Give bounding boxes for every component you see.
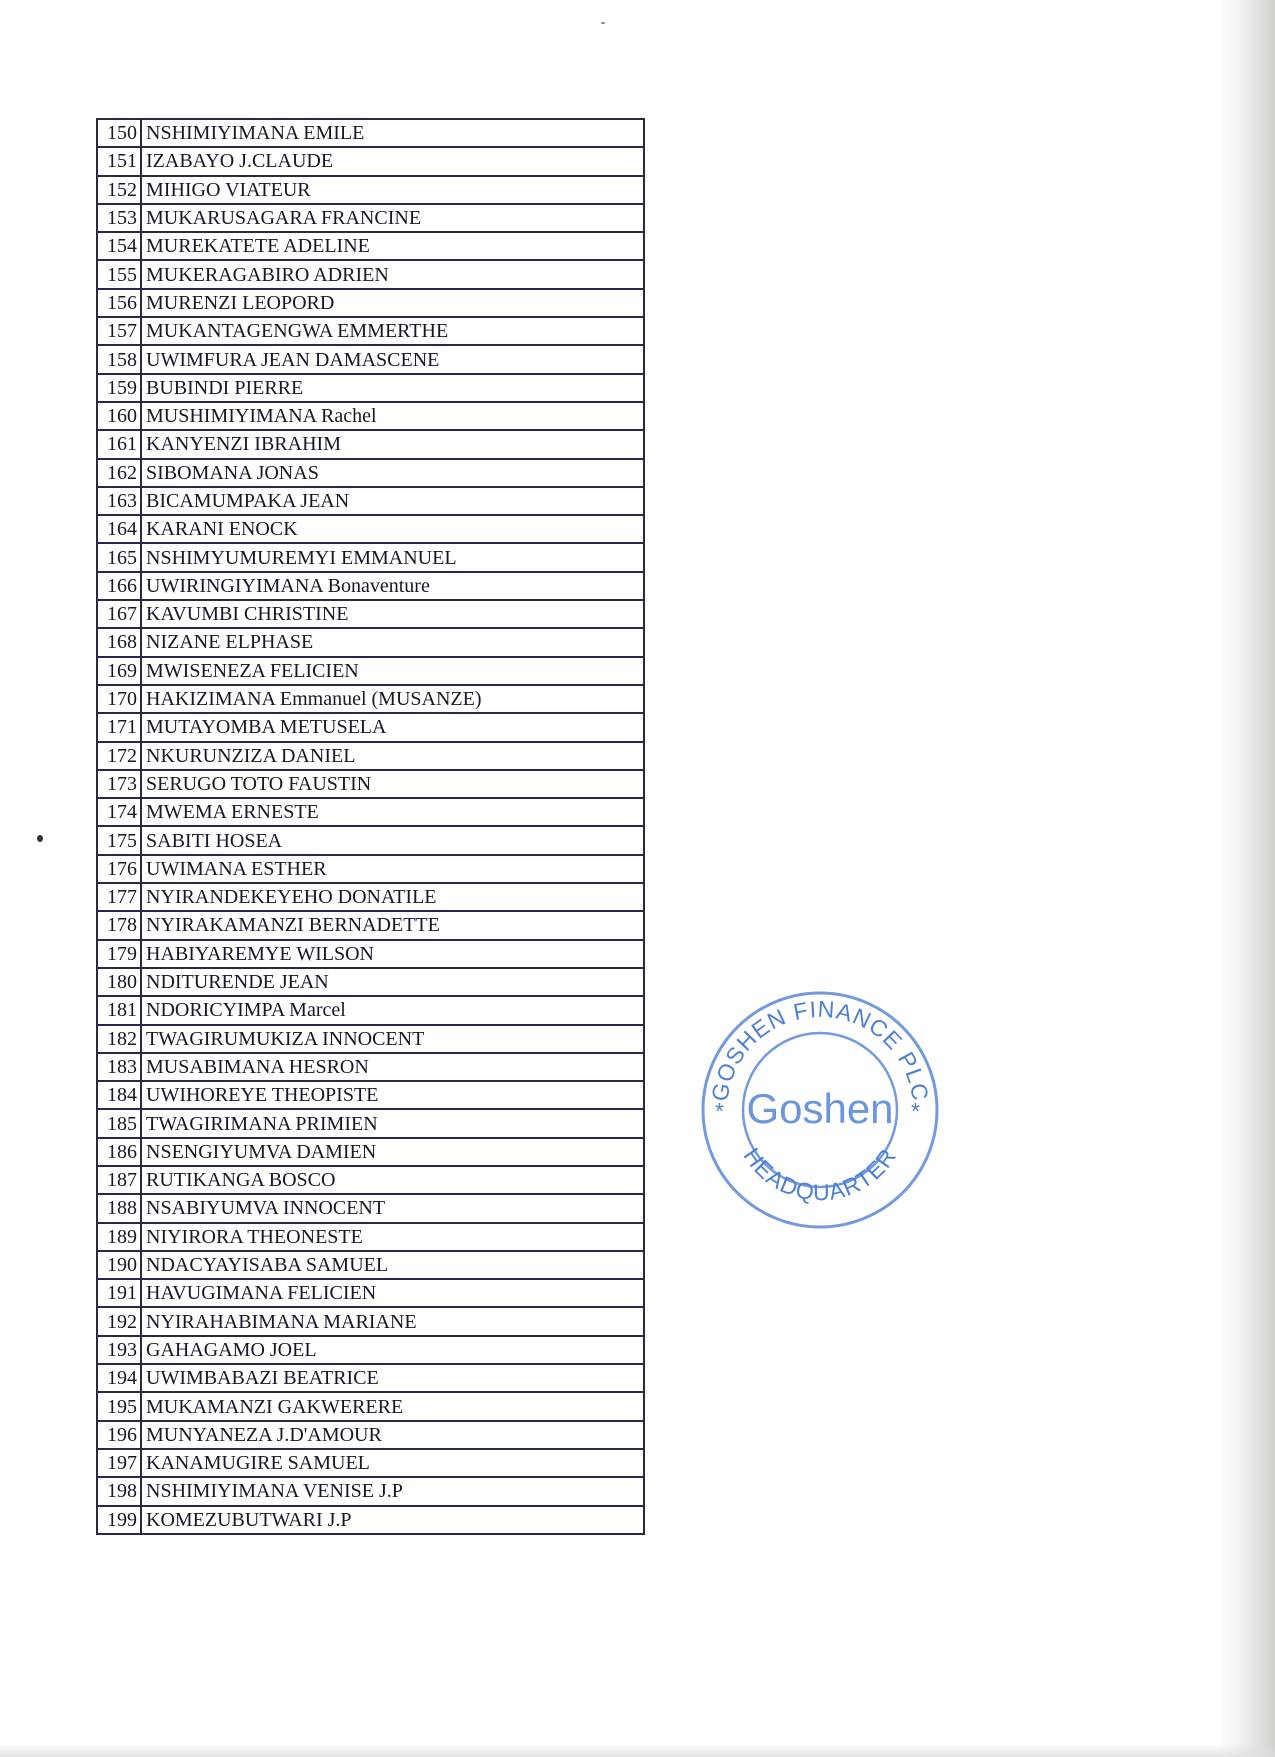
row-name: MIHIGO VIATEUR xyxy=(141,176,644,204)
row-name: NYIRAHABIMANA MARIANE xyxy=(141,1307,644,1335)
row-number: 151 xyxy=(97,147,141,175)
row-number: 154 xyxy=(97,232,141,260)
roster-body xyxy=(97,119,644,1534)
table-row xyxy=(97,572,644,600)
row-name: NSHIMIYIMANA EMILE xyxy=(141,119,644,147)
row-name: KANYENZI IBRAHIM xyxy=(141,430,644,458)
row-number: 167 xyxy=(97,600,141,628)
row-number: 197 xyxy=(97,1449,141,1477)
row-name: SIBOMANA JONAS xyxy=(141,459,644,487)
row-name: UWIMFURA JEAN DAMASCENE xyxy=(141,345,644,373)
row-name: NSHIMIYIMANA VENISE J.P xyxy=(141,1477,644,1505)
row-name: KOMEZUBUTWARI J.P xyxy=(141,1506,644,1534)
table-row xyxy=(97,1477,644,1505)
table-row xyxy=(97,968,644,996)
table-row xyxy=(97,402,644,430)
scan-bottom-shadow xyxy=(0,1743,1275,1757)
row-name: MUKARUSAGARA FRANCINE xyxy=(141,204,644,232)
table-row xyxy=(97,770,644,798)
row-name: NDACYAYISABA SAMUEL xyxy=(141,1251,644,1279)
row-number: 192 xyxy=(97,1307,141,1335)
table-row xyxy=(97,1506,644,1534)
row-name: NDITURENDE JEAN xyxy=(141,968,644,996)
row-number: 165 xyxy=(97,543,141,571)
table-row xyxy=(97,345,644,373)
row-name: NIZANE ELPHASE xyxy=(141,628,644,656)
table-row xyxy=(97,1081,644,1109)
row-name: HABIYAREMYE WILSON xyxy=(141,940,644,968)
row-name: HAVUGIMANA FELICIEN xyxy=(141,1279,644,1307)
table-row xyxy=(97,147,644,175)
table-row xyxy=(97,1251,644,1279)
row-number: 168 xyxy=(97,628,141,656)
table-row xyxy=(97,204,644,232)
table-row xyxy=(97,1336,644,1364)
scan-speck xyxy=(601,22,605,24)
table-row xyxy=(97,1053,644,1081)
row-name: NYIRANDEKEYEHO DONATILE xyxy=(141,883,644,911)
row-name: MUREKATETE ADELINE xyxy=(141,232,644,260)
table-row xyxy=(97,260,644,288)
table-row xyxy=(97,996,644,1024)
row-number: 179 xyxy=(97,940,141,968)
row-number: 191 xyxy=(97,1279,141,1307)
row-number: 172 xyxy=(97,742,141,770)
row-name: TWAGIRUMUKIZA INNOCENT xyxy=(141,1025,644,1053)
row-name: UWIRINGIYIMANA Bonaventure xyxy=(141,572,644,600)
row-number: 152 xyxy=(97,176,141,204)
row-name: MUNYANEZA J.D'AMOUR xyxy=(141,1421,644,1449)
table-row xyxy=(97,1109,644,1137)
scan-speck xyxy=(37,835,43,842)
table-row xyxy=(97,232,644,260)
row-name: MUSABIMANA HESRON xyxy=(141,1053,644,1081)
row-name: KAVUMBI CHRISTINE xyxy=(141,600,644,628)
row-name: MUKERAGABIRO ADRIEN xyxy=(141,260,644,288)
row-name: KARANI ENOCK xyxy=(141,515,644,543)
row-name: NSABIYUMVA INNOCENT xyxy=(141,1194,644,1222)
table-row xyxy=(97,940,644,968)
row-number: 193 xyxy=(97,1336,141,1364)
roster-table xyxy=(96,118,645,1535)
row-name: IZABAYO J.CLAUDE xyxy=(141,147,644,175)
scan-edge-shadow xyxy=(1220,0,1275,1757)
row-number: 162 xyxy=(97,459,141,487)
row-name: UWIMANA ESTHER xyxy=(141,855,644,883)
table-row xyxy=(97,1364,644,1392)
table-row xyxy=(97,855,644,883)
table-row xyxy=(97,515,644,543)
row-name: NDORICYIMPA Marcel xyxy=(141,996,644,1024)
company-stamp xyxy=(695,985,945,1235)
row-name: HAKIZIMANA Emmanuel (MUSANZE) xyxy=(141,685,644,713)
table-row xyxy=(97,543,644,571)
row-name: NYIRAKAMANZI BERNADETTE xyxy=(141,911,644,939)
table-row xyxy=(97,911,644,939)
table-row xyxy=(97,487,644,515)
row-name: GAHAGAMO JOEL xyxy=(141,1336,644,1364)
table-row xyxy=(97,1166,644,1194)
table-row xyxy=(97,742,644,770)
table-row xyxy=(97,1421,644,1449)
table-row xyxy=(97,374,644,402)
row-number: 163 xyxy=(97,487,141,515)
row-name: NKURUNZIZA DANIEL xyxy=(141,742,644,770)
row-number: 174 xyxy=(97,798,141,826)
row-name: TWAGIRIMANA PRIMIEN xyxy=(141,1109,644,1137)
table-row xyxy=(97,657,644,685)
row-number: 175 xyxy=(97,826,141,854)
row-name: UWIHOREYE THEOPISTE xyxy=(141,1081,644,1109)
row-name: KANAMUGIRE SAMUEL xyxy=(141,1449,644,1477)
row-number: 190 xyxy=(97,1251,141,1279)
table-row xyxy=(97,1223,644,1251)
row-number: 160 xyxy=(97,402,141,430)
table-row xyxy=(97,430,644,458)
row-name: MURENZI LEOPORD xyxy=(141,289,644,317)
row-number: 166 xyxy=(97,572,141,600)
row-number: 180 xyxy=(97,968,141,996)
table-row xyxy=(97,1307,644,1335)
row-number: 187 xyxy=(97,1166,141,1194)
table-row xyxy=(97,600,644,628)
table-row xyxy=(97,1449,644,1477)
row-name: BICAMUMPAKA JEAN xyxy=(141,487,644,515)
table-row xyxy=(97,628,644,656)
stamp-logo-text: Goshen xyxy=(746,1085,894,1132)
row-name: SABITI HOSEA xyxy=(141,826,644,854)
row-number: 182 xyxy=(97,1025,141,1053)
table-row xyxy=(97,713,644,741)
row-number: 195 xyxy=(97,1392,141,1420)
stamp-star-left: * xyxy=(715,1098,725,1124)
table-row xyxy=(97,826,644,854)
table-row xyxy=(97,798,644,826)
row-number: 150 xyxy=(97,119,141,147)
row-name: MUSHIMIYIMANA Rachel xyxy=(141,402,644,430)
table-row xyxy=(97,317,644,345)
row-name: MUKAMANZI GAKWERERE xyxy=(141,1392,644,1420)
row-number: 188 xyxy=(97,1194,141,1222)
table-row xyxy=(97,1279,644,1307)
row-number: 199 xyxy=(97,1506,141,1534)
row-number: 155 xyxy=(97,260,141,288)
table-row xyxy=(97,685,644,713)
table-row xyxy=(97,459,644,487)
row-name: MWEMA ERNESTE xyxy=(141,798,644,826)
row-number: 157 xyxy=(97,317,141,345)
row-number: 156 xyxy=(97,289,141,317)
table-row xyxy=(97,883,644,911)
row-number: 173 xyxy=(97,770,141,798)
stamp-top-text: GOSHEN FINANCE PLC xyxy=(706,995,934,1104)
table-row xyxy=(97,1392,644,1420)
row-number: 178 xyxy=(97,911,141,939)
row-number: 183 xyxy=(97,1053,141,1081)
row-number: 198 xyxy=(97,1477,141,1505)
row-number: 176 xyxy=(97,855,141,883)
row-name: MUTAYOMBA METUSELA xyxy=(141,713,644,741)
row-number: 159 xyxy=(97,374,141,402)
row-number: 194 xyxy=(97,1364,141,1392)
row-number: 196 xyxy=(97,1421,141,1449)
row-number: 177 xyxy=(97,883,141,911)
table-row xyxy=(97,1138,644,1166)
row-number: 161 xyxy=(97,430,141,458)
row-number: 170 xyxy=(97,685,141,713)
table-row xyxy=(97,289,644,317)
row-number: 169 xyxy=(97,657,141,685)
row-name: NSHIMYUMUREMYI EMMANUEL xyxy=(141,543,644,571)
table-row xyxy=(97,119,644,147)
row-name: BUBINDI PIERRE xyxy=(141,374,644,402)
row-number: 171 xyxy=(97,713,141,741)
row-name: UWIMBABAZI BEATRICE xyxy=(141,1364,644,1392)
row-number: 185 xyxy=(97,1109,141,1137)
row-name: RUTIKANGA BOSCO xyxy=(141,1166,644,1194)
row-number: 186 xyxy=(97,1138,141,1166)
table-row xyxy=(97,1194,644,1222)
table-row xyxy=(97,1025,644,1053)
row-name: MWISENEZA FELICIEN xyxy=(141,657,644,685)
row-name: NIYIRORA THEONESTE xyxy=(141,1223,644,1251)
row-number: 158 xyxy=(97,345,141,373)
row-name: MUKANTAGENGWA EMMERTHE xyxy=(141,317,644,345)
row-number: 164 xyxy=(97,515,141,543)
table-row xyxy=(97,176,644,204)
stamp-bottom-text: HEADQUARTER xyxy=(738,1143,902,1206)
row-number: 181 xyxy=(97,996,141,1024)
row-name: SERUGO TOTO FAUSTIN xyxy=(141,770,644,798)
stamp-star-right: * xyxy=(911,1098,921,1124)
row-name: NSENGIYUMVA DAMIEN xyxy=(141,1138,644,1166)
row-number: 153 xyxy=(97,204,141,232)
row-number: 184 xyxy=(97,1081,141,1109)
row-number: 189 xyxy=(97,1223,141,1251)
